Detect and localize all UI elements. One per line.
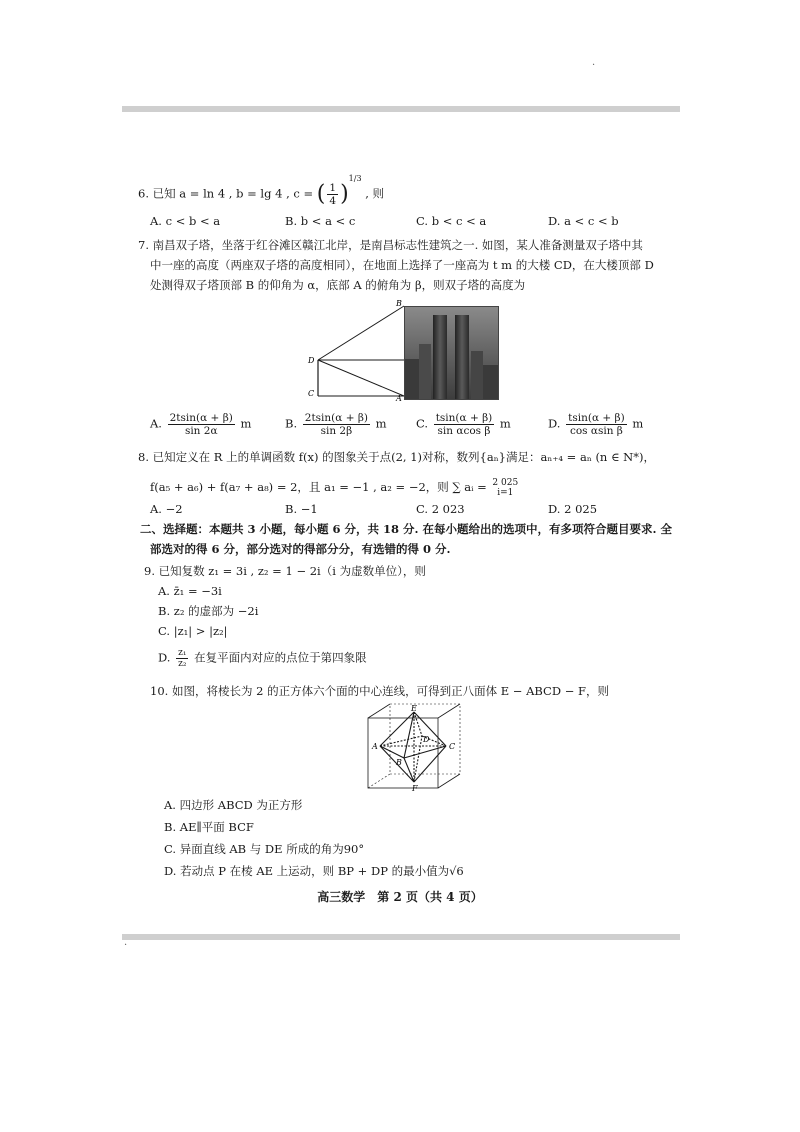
q7-d-den: cos αsin β [569, 425, 623, 437]
q7-a-fraction [168, 412, 235, 437]
q8-sum-bounds [492, 478, 518, 498]
q9-d-fraction [176, 648, 188, 669]
q7-c-label: C. [416, 416, 429, 431]
q10-stem: 10. 如图，将棱长为 2 的正方体六个面的中心连线，可得到正八面体 E − ABCD − F，则 [150, 684, 609, 698]
q8-option-a: A. −2 [150, 502, 183, 516]
q7-d-label: D. [548, 416, 561, 431]
label-a: A [372, 742, 378, 751]
section-2-line-1: 二、选择题：本题共 3 小题，每小题 6 分，共 18 分. 在每小题给出的选项中，有多项符合题目要求. 全 [140, 522, 673, 536]
q7-line-2: 中一座的高度（两座双子塔的高度相同），在地面上选择了一座高为 t m 的大楼 CD，在大楼顶部 D [150, 258, 654, 272]
q9-d-text: 在复平面内对应的点位于第四象限 [194, 650, 367, 665]
q6-option-a: A. c < b < a [150, 214, 221, 228]
q10-option-b: B. AE∥平面 BCF [164, 820, 254, 834]
q6-fraction [327, 182, 338, 207]
top-divider [122, 106, 680, 112]
q9-d-den: z₂ [178, 659, 187, 669]
q7-a-num: 2tsin(α + β) [169, 412, 233, 424]
q9-d-label: D. [158, 650, 171, 665]
bottom-corner-mark: · [124, 940, 128, 951]
q7-option-a [150, 412, 251, 437]
bottom-divider [122, 934, 680, 940]
tower-right [455, 315, 469, 399]
q7-a-unit: m [240, 416, 252, 431]
q7-b-fraction [303, 412, 370, 437]
q7-b-den: sin 2β [320, 425, 353, 437]
q7-b-num: 2tsin(α + β) [304, 412, 369, 424]
q9-option-b: B. z₂ 的虚部为 −2i [158, 604, 259, 618]
q8-line-2 [150, 478, 520, 498]
label-c: C [449, 742, 456, 751]
q6-exponent: 1/3 [348, 173, 362, 183]
q9-stem: 9. 已知复数 z₁ = 3i , z₂ = 1 − 2i（i 为虚数单位），则 [144, 564, 426, 578]
q8-option-c: C. 2 023 [416, 502, 465, 516]
label-f: F [412, 784, 418, 792]
line-d-to-a [318, 360, 404, 396]
corner-mark: · [592, 60, 596, 71]
q6-stem: 6. 已知 a = ln 4 , b = lg 4 , c = ( $\frac{1}{4}$ )$^{1/3}$ , 则 [138, 173, 385, 207]
tower-left [433, 315, 447, 399]
q7-b-label: B. [285, 416, 298, 431]
label-a: A [396, 394, 402, 402]
q9-option-d [158, 648, 367, 669]
q10-option-c: C. 异面直线 AB 与 DE 所成的角为90° [164, 842, 365, 856]
q7-c-fraction [434, 412, 495, 437]
q8-option-d: D. 2 025 [548, 502, 598, 516]
q7-option-b [285, 412, 387, 437]
q8-line-1: 8. 已知定义在 R 上的单调函数 f(x) 的图象关于点(2, 1)对称，数列{aₙ}满足：aₙ₊₄ = aₙ (n ∈ N*)， [138, 450, 655, 464]
q8-line-2-text: f(a₅ + a₆) + f(a₇ + a₈) = 2，且 a₁ = −1 , a₂ = −2，则 ∑ aᵢ = [150, 480, 487, 494]
q6-option-d: D. a < c < b [548, 214, 619, 228]
q9-d-num: z₁ [178, 648, 187, 658]
q7-line-3: 处测得双子塔顶部 B 的仰角为 α，底部 A 的俯角为 β，则双子塔的高度为 [150, 278, 526, 292]
page-footer: 高三数学 第 2 页（共 4 页） [317, 890, 483, 904]
q6-option-c: C. b < c < a [416, 214, 487, 228]
q6-stem-prefix: 6. 已知 a = ln 4 , b = lg 4 , c = [138, 186, 314, 201]
label-d: D [308, 356, 315, 365]
cube-front [368, 718, 438, 788]
q8-sum-bottom: i=1 [497, 488, 514, 498]
q10-option-d: D. 若动点 P 在棱 AE 上运动，则 BP + DP 的最小值为√6 [164, 864, 464, 878]
q7-c-den: sin αcos β [437, 425, 491, 437]
q8-option-b: B. −1 [285, 502, 318, 516]
label-c: C [308, 389, 315, 398]
q9-option-a: A. z̄₁ = −3i [158, 584, 222, 598]
q7-a-label: A. [150, 416, 162, 431]
label-b: B [396, 758, 402, 767]
q10-octahedron-diagram [366, 702, 466, 792]
q6-frac-den: 4 [329, 195, 337, 207]
q7-d-unit: m [632, 416, 644, 431]
q6-option-b: B. b < a < c [285, 214, 356, 228]
q7-c-num: tsin(α + β) [435, 412, 493, 424]
label-e: E [411, 704, 417, 713]
label-d: D [423, 735, 430, 744]
line-d-to-b [318, 306, 404, 360]
q6-frac-num: 1 [329, 182, 337, 194]
q7-option-d [548, 412, 643, 437]
q7-c-unit: m [499, 416, 511, 431]
label-b: B [396, 299, 402, 308]
q7-b-unit: m [375, 416, 387, 431]
section-2-line-2: 部选对的得 6 分，部分选对的得部分分，有选错的得 0 分. [150, 542, 451, 556]
q7-a-den: sin 2α [184, 425, 218, 437]
q7-option-c [416, 412, 511, 437]
q7-d-fraction [566, 412, 627, 437]
q7-d-num: tsin(α + β) [568, 412, 625, 424]
q6-stem-suffix: , 则 [365, 186, 385, 201]
q10-option-a: A. 四边形 ABCD 为正方形 [164, 798, 303, 812]
q9-option-c: C. |z₁| > |z₂| [158, 624, 228, 638]
q7-angle-diagram [300, 298, 410, 402]
twin-towers-photo [404, 306, 499, 400]
q8-sum-top: 2 025 [492, 478, 519, 488]
q7-line-1: 7. 南昌双子塔，坐落于红谷滩区赣江北岸，是南昌标志性建筑之一. 如图，某人准备测量双子塔中其 [138, 238, 643, 252]
